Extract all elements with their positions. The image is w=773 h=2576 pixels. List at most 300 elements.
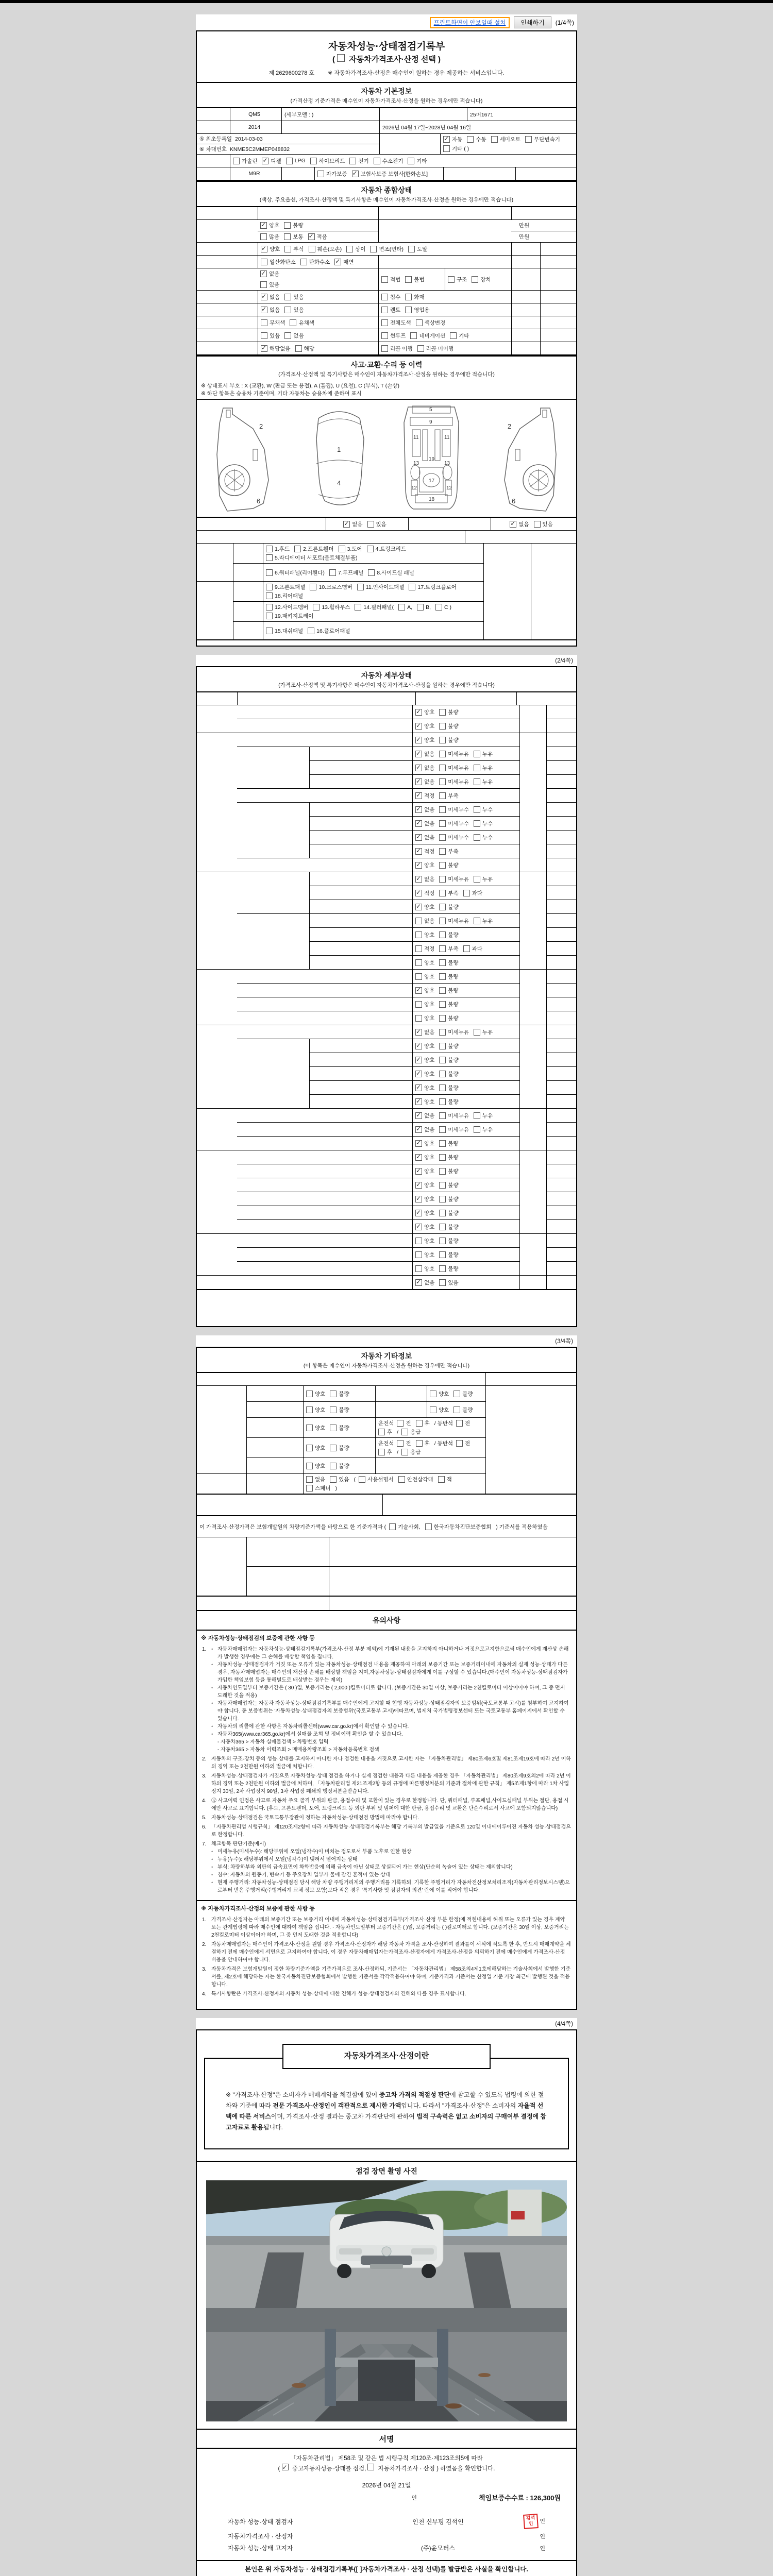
note-cell[interactable]	[547, 817, 576, 831]
unchecked-checkbox-icon[interactable]	[491, 136, 498, 143]
unchecked-checkbox-icon[interactable]	[439, 1001, 446, 1008]
checked-checkbox-icon[interactable]	[415, 765, 422, 771]
unchecked-checkbox-icon[interactable]	[357, 584, 364, 590]
unchecked-checkbox-icon[interactable]	[300, 259, 307, 265]
checkbox-option	[415, 959, 434, 967]
unchecked-checkbox-icon[interactable]	[417, 604, 424, 611]
checked-checkbox-icon[interactable]	[415, 1224, 422, 1230]
unchecked-checkbox-icon[interactable]	[463, 890, 470, 896]
unchecked-checkbox-icon[interactable]	[367, 521, 374, 528]
unchecked-checkbox-icon[interactable]	[409, 584, 415, 590]
checkbox-label: 가솔린	[242, 158, 258, 164]
unchecked-checkbox-icon[interactable]	[306, 1391, 313, 1397]
checked-checkbox-icon[interactable]	[415, 723, 422, 730]
unchecked-checkbox-icon[interactable]	[381, 332, 388, 339]
unchecked-checkbox-icon[interactable]	[417, 345, 424, 352]
unchecked-checkbox-icon[interactable]	[416, 1420, 423, 1427]
note-cell[interactable]	[547, 1234, 576, 1248]
unchecked-checkbox-icon[interactable]	[310, 158, 317, 164]
unchecked-checkbox-icon[interactable]	[415, 1001, 422, 1008]
checked-checkbox-icon[interactable]	[415, 806, 422, 813]
checkbox-label: 불량	[448, 1265, 459, 1272]
note-cell[interactable]	[547, 942, 576, 956]
checked-checkbox-icon[interactable]	[443, 136, 450, 143]
unchecked-checkbox-icon[interactable]	[295, 345, 302, 352]
unchecked-checkbox-icon[interactable]	[261, 259, 267, 265]
unchecked-checkbox-icon[interactable]	[306, 1445, 313, 1451]
unchecked-checkbox-icon[interactable]	[430, 1406, 436, 1413]
unchecked-checkbox-icon[interactable]	[439, 806, 446, 813]
note-cell[interactable]	[547, 956, 576, 969]
note-cell[interactable]	[547, 733, 576, 747]
unchecked-checkbox-icon[interactable]	[381, 294, 388, 300]
unchecked-checkbox-icon[interactable]	[438, 1476, 445, 1483]
checkbox-label: 양호	[315, 1445, 326, 1451]
unchecked-checkbox-icon[interactable]	[439, 1112, 446, 1119]
unchecked-checkbox-icon[interactable]	[415, 945, 422, 952]
unchecked-checkbox-icon[interactable]	[306, 1463, 313, 1469]
checkbox-label: 8.사이드실 패널	[377, 569, 414, 576]
unchecked-checkbox-icon[interactable]	[474, 765, 480, 771]
checked-checkbox-icon[interactable]	[343, 521, 350, 528]
unchecked-checkbox-icon[interactable]	[439, 1279, 446, 1286]
unchecked-checkbox-icon[interactable]	[359, 1476, 365, 1483]
unchecked-checkbox-icon[interactable]	[439, 723, 446, 730]
checked-checkbox-icon[interactable]	[260, 270, 267, 277]
unchecked-checkbox-icon[interactable]	[463, 945, 470, 952]
unchecked-checkbox-icon[interactable]	[337, 54, 345, 62]
checked-checkbox-icon[interactable]	[261, 246, 267, 252]
unchecked-checkbox-icon[interactable]	[439, 778, 446, 785]
unchecked-checkbox-icon[interactable]	[439, 931, 446, 938]
note-cell[interactable]	[547, 1011, 576, 1025]
unchecked-checkbox-icon[interactable]	[309, 246, 315, 252]
unchecked-checkbox-icon[interactable]	[284, 307, 291, 313]
note-cell[interactable]	[547, 1053, 576, 1067]
unchecked-checkbox-icon[interactable]	[306, 1425, 313, 1431]
unchecked-checkbox-icon[interactable]	[405, 307, 412, 313]
unchecked-checkbox-icon[interactable]	[415, 973, 422, 980]
unchecked-checkbox-icon[interactable]	[284, 294, 291, 300]
checked-checkbox-icon[interactable]	[415, 1196, 422, 1202]
print-button[interactable]: 인쇄하기	[514, 16, 551, 28]
checked-checkbox-icon[interactable]	[334, 259, 341, 265]
checked-checkbox-icon[interactable]	[261, 345, 267, 352]
bullet-item	[211, 1723, 571, 1731]
note-cell[interactable]	[547, 1095, 576, 1108]
bullet-icon: ◦	[211, 1662, 213, 1668]
checked-checkbox-icon[interactable]	[415, 848, 422, 855]
value: 2026년 04월 17일~2028년 04월 16일	[382, 124, 472, 131]
note-cell[interactable]	[547, 1206, 576, 1220]
unchecked-checkbox-icon[interactable]	[474, 806, 480, 813]
unchecked-checkbox-icon[interactable]	[456, 1420, 463, 1427]
unchecked-checkbox-icon[interactable]	[401, 1429, 408, 1435]
bullet-icon: ◦	[211, 1857, 213, 1863]
checked-checkbox-icon[interactable]	[415, 1098, 422, 1105]
unchecked-checkbox-icon[interactable]	[439, 987, 446, 994]
unchecked-checkbox-icon[interactable]	[266, 546, 273, 552]
checkbox-label: 잭	[446, 1477, 452, 1483]
note-cell[interactable]	[547, 831, 576, 844]
unchecked-checkbox-icon[interactable]	[416, 1440, 423, 1447]
unchecked-checkbox-icon[interactable]	[349, 158, 356, 164]
unchecked-checkbox-icon[interactable]	[439, 1224, 446, 1230]
unchecked-checkbox-icon[interactable]	[439, 848, 446, 855]
unchecked-checkbox-icon[interactable]	[467, 136, 474, 143]
unchecked-checkbox-icon[interactable]	[266, 554, 273, 561]
other-info-title: 자동차 기타정보	[361, 1352, 412, 1361]
unchecked-checkbox-icon[interactable]	[261, 332, 267, 339]
unchecked-checkbox-icon[interactable]	[355, 604, 361, 611]
unchecked-checkbox-icon[interactable]	[266, 628, 273, 634]
unchecked-checkbox-icon[interactable]	[290, 319, 296, 326]
unchecked-checkbox-icon[interactable]	[439, 1182, 446, 1189]
unchecked-checkbox-icon[interactable]	[401, 1449, 408, 1455]
unchecked-checkbox-icon[interactable]	[398, 1476, 405, 1483]
item-content	[211, 1772, 571, 1795]
unchecked-checkbox-icon[interactable]	[398, 604, 405, 611]
unchecked-checkbox-icon[interactable]	[439, 1265, 446, 1272]
unchecked-checkbox-icon[interactable]	[456, 1440, 463, 1447]
unchecked-checkbox-icon[interactable]	[381, 319, 388, 326]
unchecked-checkbox-icon[interactable]	[306, 1406, 313, 1413]
unchecked-checkbox-icon[interactable]	[439, 1140, 446, 1147]
unchecked-checkbox-icon[interactable]	[474, 918, 480, 924]
unchecked-checkbox-icon[interactable]	[439, 973, 446, 980]
note-cell[interactable]	[547, 719, 576, 733]
unchecked-checkbox-icon[interactable]	[381, 307, 388, 313]
unchecked-checkbox-icon[interactable]	[370, 246, 377, 252]
checked-checkbox-icon[interactable]	[415, 1112, 422, 1119]
unchecked-checkbox-icon[interactable]	[381, 276, 388, 283]
unchecked-checkbox-icon[interactable]	[330, 1391, 337, 1397]
checked-checkbox-icon[interactable]	[308, 233, 315, 240]
unchecked-checkbox-icon[interactable]	[381, 345, 388, 352]
unchecked-checkbox-icon[interactable]	[439, 1168, 446, 1175]
unchecked-checkbox-icon[interactable]	[439, 904, 446, 910]
note-cell[interactable]	[547, 914, 576, 928]
unchecked-checkbox-icon[interactable]	[443, 145, 450, 152]
unchecked-checkbox-icon[interactable]	[474, 1112, 480, 1119]
unchecked-checkbox-icon[interactable]	[439, 876, 446, 883]
unchecked-checkbox-icon[interactable]	[284, 233, 291, 240]
checkbox-label: 양호	[424, 904, 435, 910]
checked-checkbox-icon[interactable]	[415, 1279, 422, 1286]
checked-checkbox-icon[interactable]	[415, 1168, 422, 1175]
text: 이며, 가격조사·산정 결과는 중고차 가격판단에 관하여	[271, 2113, 417, 2121]
unchecked-checkbox-icon[interactable]	[313, 604, 320, 611]
note-cell[interactable]	[547, 747, 576, 761]
unchecked-checkbox-icon[interactable]	[439, 1196, 446, 1202]
unchecked-checkbox-icon[interactable]	[439, 862, 446, 869]
unchecked-checkbox-icon[interactable]	[415, 918, 422, 924]
unchecked-checkbox-icon[interactable]	[415, 1251, 422, 1258]
checked-checkbox-icon[interactable]	[415, 1140, 422, 1147]
checked-checkbox-icon[interactable]	[415, 890, 422, 896]
note-cell[interactable]	[547, 1178, 576, 1192]
checked-checkbox-icon[interactable]	[415, 1210, 422, 1216]
unchecked-checkbox-icon[interactable]	[439, 1084, 446, 1091]
unchecked-checkbox-icon[interactable]	[439, 1238, 446, 1244]
unchecked-checkbox-icon[interactable]	[378, 1449, 385, 1455]
unchecked-checkbox-icon[interactable]	[453, 1391, 460, 1397]
checked-checkbox-icon[interactable]	[415, 1057, 422, 1063]
unchecked-checkbox-icon[interactable]	[439, 1071, 446, 1077]
unchecked-checkbox-icon[interactable]	[450, 332, 457, 339]
note-cell[interactable]	[547, 844, 576, 858]
page-indicator: (1/4쪽)	[555, 19, 574, 26]
checkbox-option	[439, 1209, 458, 1217]
unchecked-checkbox-icon[interactable]	[474, 834, 480, 841]
checked-checkbox-icon[interactable]	[415, 778, 422, 785]
checked-checkbox-icon[interactable]	[415, 1182, 422, 1189]
unchecked-checkbox-icon[interactable]	[408, 158, 414, 164]
unchecked-checkbox-icon[interactable]	[430, 1391, 436, 1397]
unchecked-checkbox-icon[interactable]	[439, 792, 446, 799]
unchecked-checkbox-icon[interactable]	[439, 751, 446, 757]
unchecked-checkbox-icon[interactable]	[339, 546, 345, 552]
checked-checkbox-icon[interactable]	[415, 1043, 422, 1049]
note-cell[interactable]	[547, 886, 576, 900]
unchecked-checkbox-icon[interactable]	[346, 246, 353, 252]
checked-checkbox-icon[interactable]	[415, 1071, 422, 1077]
item-content	[211, 1823, 571, 1839]
unchecked-checkbox-icon[interactable]	[308, 628, 314, 634]
note-cell[interactable]	[547, 1081, 576, 1095]
note-cell[interactable]	[547, 775, 576, 789]
checked-checkbox-icon[interactable]	[415, 876, 422, 883]
note-cell[interactable]	[547, 997, 576, 1011]
unchecked-checkbox-icon[interactable]	[439, 1057, 446, 1063]
checked-checkbox-icon[interactable]	[415, 1126, 422, 1133]
unchecked-checkbox-icon[interactable]	[306, 1476, 313, 1483]
note-cell[interactable]	[547, 1025, 576, 1039]
unchecked-checkbox-icon[interactable]	[266, 592, 273, 599]
column-header	[516, 692, 576, 705]
svg-text:19: 19	[429, 456, 435, 463]
unchecked-checkbox-icon[interactable]	[389, 1523, 396, 1530]
unchecked-checkbox-icon[interactable]	[439, 918, 446, 924]
checked-checkbox-icon[interactable]	[415, 709, 422, 716]
unchecked-checkbox-icon[interactable]	[286, 158, 293, 164]
unchecked-checkbox-icon[interactable]	[439, 1098, 446, 1105]
checked-checkbox-icon[interactable]	[415, 904, 422, 910]
unchecked-checkbox-icon[interactable]	[397, 1440, 404, 1447]
unchecked-checkbox-icon[interactable]	[410, 332, 417, 339]
note-cell[interactable]	[547, 1164, 576, 1178]
checked-checkbox-icon[interactable]	[510, 521, 516, 528]
checkbox-label: 누수	[482, 834, 493, 841]
unchecked-checkbox-icon[interactable]	[439, 890, 446, 896]
unchecked-checkbox-icon[interactable]	[329, 569, 336, 576]
unchecked-checkbox-icon[interactable]	[378, 1429, 385, 1435]
unchecked-checkbox-icon[interactable]	[453, 1406, 460, 1413]
bullet-text: 자동차성능·상태점검자가 거짓 또는 오류가 있는 자동차성능·상태점검 내용을 제공하여 아래의 보증기간 또는 보증거리이내에 자동차의 실제 성능·상태가 다른 경우, 자동차매매업자는 매수인의 재산상 손해를 배상할 책임을 지며,자동차성능·상태점검자에게 이를 구상할 수 있습니다.(매수인이 자동차성능·상태점검자가 가입한 책임보험 등을 통해별도로 배상받는 경우는 제외)	[217, 1662, 568, 1684]
column-header	[485, 1373, 576, 1385]
unchecked-checkbox-icon[interactable]	[474, 820, 480, 827]
unchecked-checkbox-icon[interactable]	[472, 276, 478, 283]
checked-checkbox-icon[interactable]	[261, 307, 267, 313]
notice-title: 유의사항	[372, 1616, 401, 1625]
unchecked-checkbox-icon[interactable]	[525, 136, 532, 143]
unchecked-checkbox-icon[interactable]	[439, 1154, 446, 1161]
unchecked-checkbox-icon[interactable]	[474, 876, 480, 883]
unchecked-checkbox-icon[interactable]	[415, 1015, 422, 1022]
emission-values	[378, 256, 511, 268]
checkbox-option	[330, 1462, 349, 1470]
unchecked-checkbox-icon[interactable]	[367, 2464, 374, 2470]
checked-checkbox-icon[interactable]	[415, 987, 422, 994]
unchecked-checkbox-icon[interactable]	[284, 222, 291, 229]
unchecked-checkbox-icon[interactable]	[261, 319, 267, 326]
unchecked-checkbox-icon[interactable]	[439, 1210, 446, 1216]
note-cell[interactable]	[547, 1248, 576, 1262]
note-cell[interactable]	[547, 803, 576, 817]
unchecked-checkbox-icon[interactable]	[266, 604, 273, 611]
unchecked-checkbox-icon[interactable]	[260, 281, 267, 288]
note-cell[interactable]	[547, 1150, 576, 1164]
note-cell[interactable]	[547, 1220, 576, 1233]
note-cell[interactable]	[547, 928, 576, 942]
note-cell[interactable]	[547, 1276, 576, 1289]
checked-checkbox-icon[interactable]	[415, 792, 422, 799]
svg-text:12: 12	[446, 485, 452, 492]
unchecked-checkbox-icon[interactable]	[415, 1265, 422, 1272]
note-cell[interactable]	[547, 789, 576, 803]
unchecked-checkbox-icon[interactable]	[474, 1126, 480, 1133]
svg-text:6: 6	[511, 497, 515, 505]
note-cell[interactable]	[547, 1067, 576, 1081]
unchecked-checkbox-icon[interactable]	[425, 1523, 432, 1530]
checked-checkbox-icon[interactable]	[261, 294, 267, 300]
unchecked-checkbox-icon[interactable]	[439, 1029, 446, 1036]
unchecked-checkbox-icon[interactable]	[310, 584, 316, 590]
unchecked-checkbox-icon[interactable]	[534, 521, 541, 528]
bullet-item	[211, 1731, 571, 1754]
unchecked-checkbox-icon[interactable]	[405, 294, 412, 300]
checked-checkbox-icon[interactable]	[260, 222, 267, 229]
unchecked-checkbox-icon[interactable]	[439, 737, 446, 743]
bullet-icon: ◦	[211, 1872, 213, 1878]
unchecked-checkbox-icon[interactable]	[439, 820, 446, 827]
checked-checkbox-icon[interactable]	[282, 2464, 289, 2470]
unchecked-checkbox-icon[interactable]	[330, 1476, 337, 1483]
svg-text:5: 5	[429, 407, 432, 413]
unchecked-checkbox-icon[interactable]	[439, 765, 446, 771]
unchecked-checkbox-icon[interactable]	[439, 834, 446, 841]
note-cell[interactable]	[547, 761, 576, 775]
unchecked-checkbox-icon[interactable]	[374, 158, 380, 164]
unchecked-checkbox-icon[interactable]	[330, 1445, 337, 1451]
checked-checkbox-icon[interactable]	[415, 820, 422, 827]
note-cell[interactable]	[547, 1039, 576, 1053]
note-cell[interactable]	[547, 705, 576, 719]
unchecked-checkbox-icon[interactable]	[284, 332, 291, 339]
overall-condition-table	[197, 206, 576, 355]
unchecked-checkbox-icon[interactable]	[408, 246, 415, 252]
unchecked-checkbox-icon[interactable]	[474, 751, 480, 757]
unchecked-checkbox-icon[interactable]	[435, 604, 442, 611]
unchecked-checkbox-icon[interactable]	[439, 1126, 446, 1133]
unchecked-checkbox-icon[interactable]	[405, 276, 412, 283]
unchecked-checkbox-icon[interactable]	[306, 1485, 313, 1492]
top-black-bar	[0, 0, 773, 3]
unchecked-checkbox-icon[interactable]	[439, 709, 446, 716]
unchecked-checkbox-icon[interactable]	[330, 1425, 337, 1431]
note-cell[interactable]	[547, 1137, 576, 1150]
unchecked-checkbox-icon[interactable]	[367, 546, 374, 552]
note-cell[interactable]	[547, 984, 576, 997]
unchecked-checkbox-icon[interactable]	[474, 1029, 480, 1036]
checked-checkbox-icon[interactable]	[415, 1154, 422, 1161]
checkbox-option	[306, 1390, 325, 1398]
unchecked-checkbox-icon[interactable]	[266, 584, 273, 590]
checkbox-option	[349, 157, 368, 165]
unchecked-checkbox-icon[interactable]	[368, 569, 375, 576]
unchecked-checkbox-icon[interactable]	[266, 613, 273, 619]
unchecked-checkbox-icon[interactable]	[448, 276, 455, 283]
seal-area	[514, 2514, 545, 2529]
inspector-opinion	[329, 1537, 576, 1566]
unchecked-checkbox-icon[interactable]	[330, 1406, 337, 1413]
note-cell[interactable]	[547, 970, 576, 984]
unchecked-checkbox-icon[interactable]	[439, 959, 446, 966]
checked-checkbox-icon[interactable]	[262, 158, 268, 164]
column-header	[197, 692, 237, 705]
unchecked-checkbox-icon[interactable]	[233, 158, 240, 164]
unchecked-checkbox-icon[interactable]	[439, 1015, 446, 1022]
unchecked-checkbox-icon[interactable]	[416, 319, 423, 326]
note-cell[interactable]	[547, 1192, 576, 1206]
unchecked-checkbox-icon[interactable]	[415, 959, 422, 966]
checkbox-option	[439, 750, 469, 758]
note-cell[interactable]	[547, 1262, 576, 1275]
checked-checkbox-icon[interactable]	[415, 751, 422, 757]
note-cell[interactable]	[547, 858, 576, 872]
install-print-plugin-link[interactable]: 프린트화면이 안보일때 설치	[430, 17, 510, 28]
unchecked-checkbox-icon[interactable]	[474, 778, 480, 785]
unchecked-checkbox-icon[interactable]	[294, 546, 301, 552]
note-cell[interactable]	[547, 1109, 576, 1123]
unchecked-checkbox-icon[interactable]	[317, 171, 324, 177]
unchecked-checkbox-icon[interactable]	[284, 246, 291, 252]
notice-item	[202, 1990, 571, 1998]
unchecked-checkbox-icon[interactable]	[260, 233, 267, 240]
item-label	[237, 1025, 412, 1039]
unchecked-checkbox-icon[interactable]	[397, 1420, 404, 1427]
checked-checkbox-icon[interactable]	[415, 737, 422, 743]
note-cell[interactable]	[547, 1123, 576, 1137]
unchecked-checkbox-icon[interactable]	[439, 1251, 446, 1258]
checked-checkbox-icon[interactable]	[415, 1029, 422, 1036]
text: 입니다. 따라서 "가격조사·산정"은 소비자의	[401, 2102, 518, 2110]
checked-checkbox-icon[interactable]	[415, 1084, 422, 1091]
unchecked-checkbox-icon[interactable]	[330, 1463, 337, 1469]
unchecked-checkbox-icon[interactable]	[439, 945, 446, 952]
rank-label	[233, 564, 263, 581]
label: ⑥ 차대번호	[199, 146, 227, 152]
checked-checkbox-icon[interactable]	[415, 834, 422, 841]
unchecked-checkbox-icon[interactable]	[266, 569, 273, 576]
unchecked-checkbox-icon[interactable]	[439, 1043, 446, 1049]
checked-checkbox-icon[interactable]	[352, 171, 359, 177]
note-cell[interactable]	[547, 900, 576, 914]
checked-checkbox-icon[interactable]	[415, 862, 422, 869]
note-cell[interactable]	[547, 872, 576, 886]
unchecked-checkbox-icon[interactable]	[415, 931, 422, 938]
unchecked-checkbox-icon[interactable]	[415, 1238, 422, 1244]
